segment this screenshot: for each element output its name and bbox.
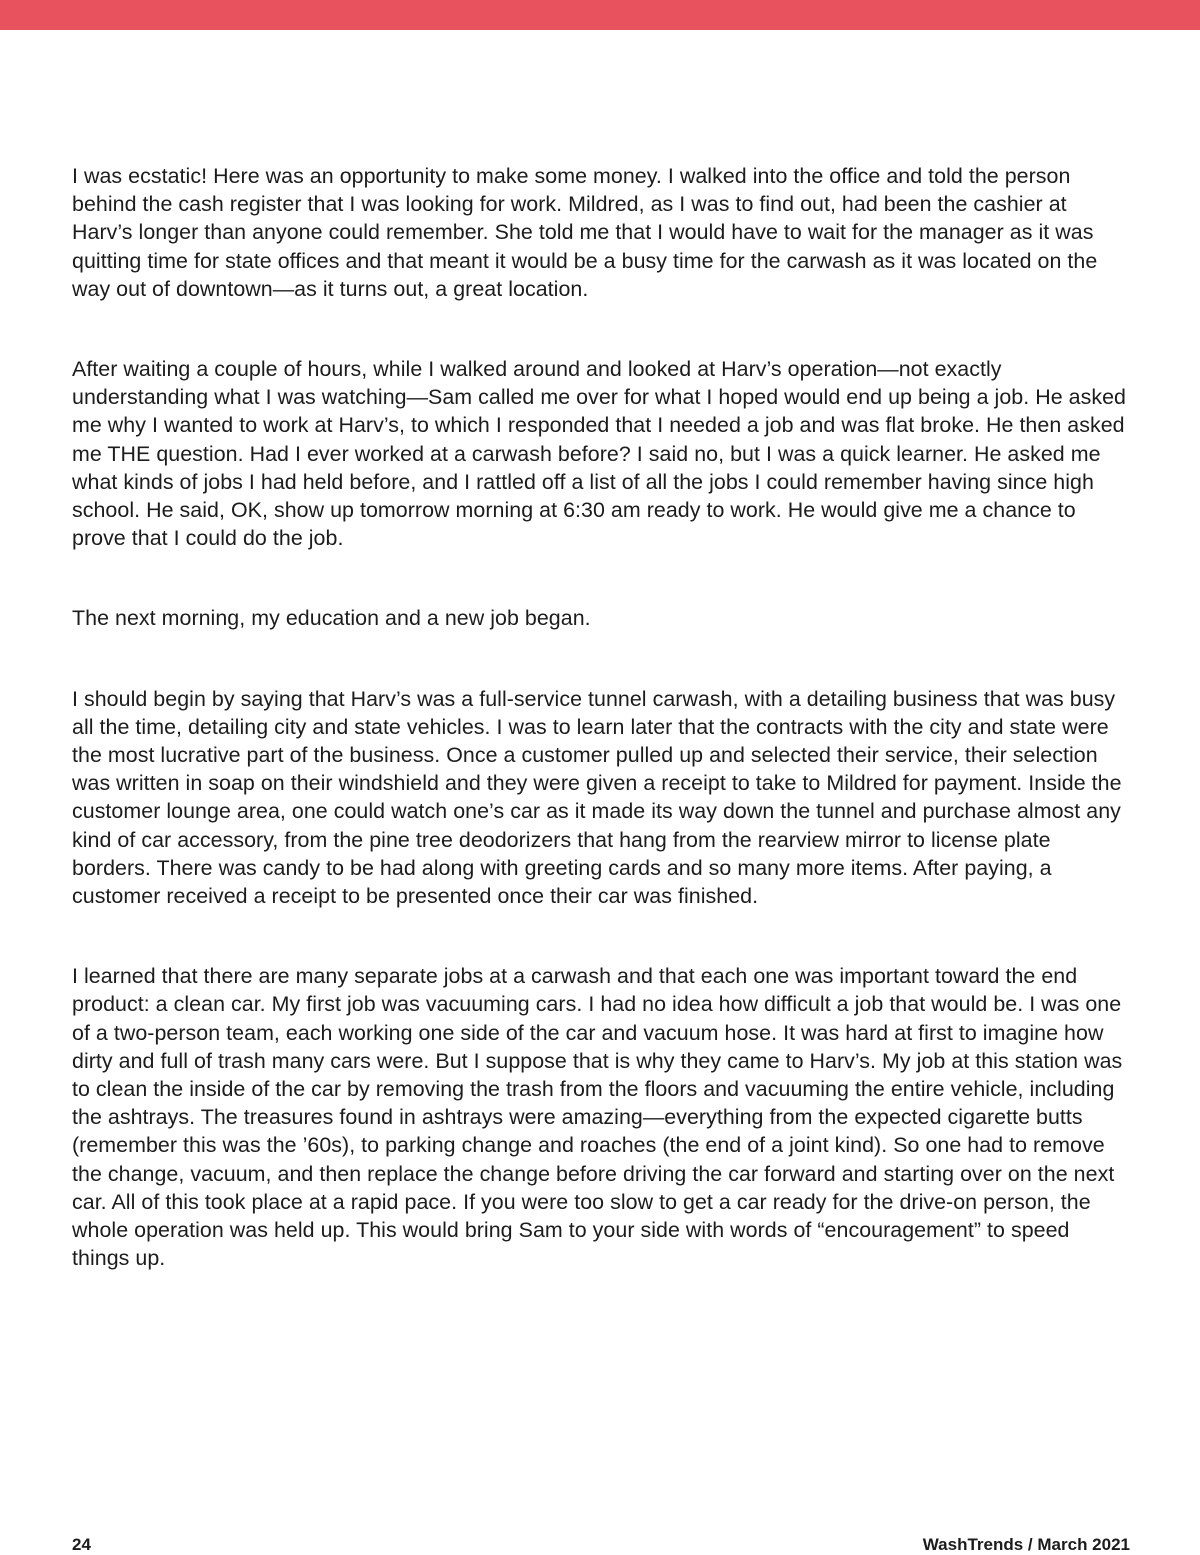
paragraph-5: I learned that there are many separate jobs at a carwash and that each one was important toward the end product: a clean car. My first job was vacuuming cars. I had no idea how difficult a job that would be. I was one of a two-person team, each working one side of the car and vacuum hose. It was hard at first to imagine how dirty and full of trash many cars were. But I suppose that is why they came to Harv’s. My job at this station was to clean the inside of the car by removing the trash from the floors and vacuuming the entire vehicle, including the ashtrays. The treasures found in ashtrays were amazing—everything from the expected cigarette butts (remember this was the ’60s), to parking change and roaches (the end of a joint kind). So one had to remove the change, vacuum, and then replace the change before driving the car forward and starting over on the next car. All of this took place at a rapid pace. If you were too slow to get a car ready for the drive-on person, the whole operation was held up. This would bring Sam to your side with words of “encouragement” to speed things up. bbox=[72, 964, 1123, 1271]
paragraph-1: I was ecstatic! Here was an opportunity to make some money. I walked into the office and told the person behind the cash register that I was looking for work. Mildred, as I was to find out, had been the cashier at Harv’s longer than anyone could remember. She told me that I would have to wait for the manager as it was quitting time for state offices and that meant it would be a busy time for the carwash as it was located on the way out of downtown—as it turns out, a great location. bbox=[72, 164, 1098, 301]
paragraph-4: I should begin by saying that Harv’s was a full-service tunnel carwash, with a detailing business that was busy all the time, detailing city and state vehicles. I was to learn later that the contracts with the city and state were the most lucrative part of the business. Once a customer pulled up and selected their service, their selection was written in soap on their windshield and they were given a receipt to take to Mildred for payment. Inside the customer lounge area, one could watch one’s car as it made its way down the tunnel and purchase almost any kind of car accessory, from the pine tree deodorizers that hang from the rearview mirror to license plate borders. There was candy to be had along with greeting cards and so many more items. After paying, a customer received a receipt to be presented once their car was finished. bbox=[72, 686, 1122, 909]
article-body bbox=[72, 162, 1132, 1325]
publication-issue: WashTrends / March 2021 bbox=[922, 1535, 1130, 1554]
paragraph-2: After waiting a couple of hours, while I walked around and looked at Harv’s operation—not exactly understanding what I was watching—Sam called me over for what I hoped would end up being a job. He asked me why I wanted to work at Harv’s, to which I responded that I needed a job and was flat broke. He then asked me THE question. Had I ever worked at a carwash before? I said no, but I was a quick learner. He asked me what kinds of jobs I had held before, and I rattled off a list of all the jobs I could remember having since high school. He said, OK, show up tomorrow morning at 6:30 am ready to work. He would give me a chance to prove that I could do the job. bbox=[72, 357, 1126, 551]
page-number: 24 bbox=[72, 1535, 91, 1554]
page-footer bbox=[72, 1535, 1130, 1555]
top-accent-bar bbox=[0, 0, 1200, 30]
paragraph-3: The next morning, my education and a new job began. bbox=[72, 606, 591, 631]
